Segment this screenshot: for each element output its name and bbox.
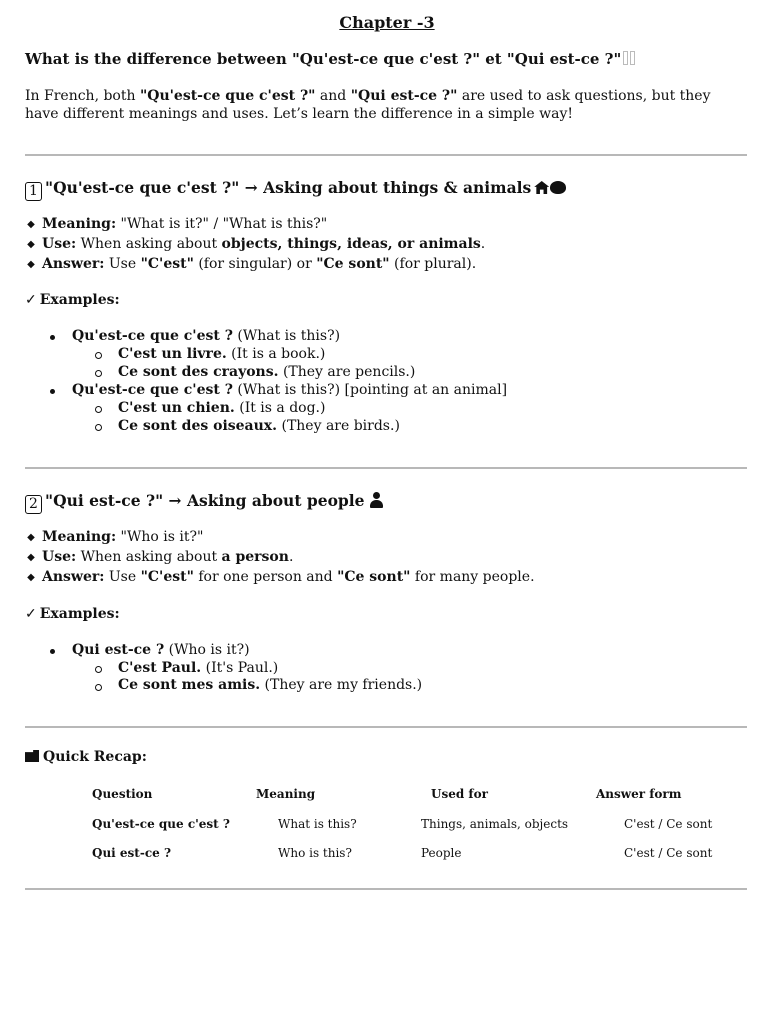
- sub-bullet-icon: [95, 684, 102, 691]
- translation: (It's Paul.): [201, 660, 279, 676]
- recap-cell: C'est / Ce sont: [624, 817, 713, 831]
- translation: (They are birds.): [277, 418, 400, 434]
- answer-text: (for singular) or: [193, 256, 317, 272]
- check-icon: ✓: [25, 292, 37, 308]
- recap-title: [25, 749, 147, 765]
- section-number-badge: 2: [25, 495, 42, 514]
- use-text: When asking about: [76, 549, 222, 565]
- divider: [25, 467, 747, 469]
- missing-glyph-icon: [623, 51, 628, 65]
- use-bold: a person: [221, 549, 289, 565]
- diamond-icon: ◆: [27, 572, 35, 583]
- recap-cell: Qu'est-ce que c'est ?: [92, 817, 230, 831]
- meaning-label: Meaning:: [42, 529, 117, 545]
- translation: (It is a dog.): [234, 400, 326, 416]
- section1-heading: [25, 178, 566, 201]
- section1-examples-label: [25, 292, 120, 308]
- section1-use: [25, 236, 485, 252]
- house-icon: [534, 181, 549, 194]
- translation: (It is a book.): [226, 346, 326, 362]
- example-answer: [118, 346, 325, 362]
- sub-bullet-icon: [95, 352, 102, 359]
- answer-text: for one person and: [193, 569, 338, 585]
- section1-heading-text: "Qu'est-ce que c'est ?" → Asking about things & animals: [45, 178, 532, 197]
- diamond-icon: ◆: [27, 532, 35, 543]
- diamond-icon: ◆: [27, 259, 35, 270]
- recap-header-meaning: Meaning: [256, 787, 316, 801]
- translation: (What is this?) [pointing at an animal]: [232, 382, 508, 398]
- translation: (They are pencils.): [278, 364, 416, 380]
- answer-text: for many people.: [410, 569, 535, 585]
- divider: [25, 888, 747, 890]
- translation: (Who is it?): [164, 642, 250, 658]
- intro-paragraph: [25, 87, 725, 123]
- bullet-icon: [50, 335, 55, 340]
- example-answer: [118, 677, 422, 693]
- section1-answer: [25, 256, 476, 272]
- use-label: Use:: [42, 236, 77, 252]
- intro-bold: "Qu'est-ce que c'est ?": [139, 88, 316, 104]
- recap-cell: Qui est-ce ?: [92, 846, 171, 860]
- meaning-text: "What is it?" / "What is this?": [116, 216, 328, 232]
- answer-text: (for plural).: [389, 256, 477, 272]
- intro-bold: "Qui est-ce ?": [350, 88, 458, 104]
- recap-cell: Who is this?: [278, 846, 352, 860]
- answer-text: C'est un livre.: [118, 346, 227, 362]
- example-answer: [118, 660, 278, 676]
- bullet-icon: [50, 649, 55, 654]
- intro-text: and: [315, 88, 351, 104]
- examples-label: Examples:: [39, 606, 120, 622]
- answer-text: Use: [104, 256, 141, 272]
- check-icon: ✓: [25, 606, 37, 622]
- example-question: [72, 642, 250, 658]
- recap-header-question: Question: [92, 787, 153, 801]
- section2-examples-label: [25, 606, 120, 622]
- diamond-icon: ◆: [27, 239, 35, 250]
- example-question: [72, 328, 340, 344]
- meaning-text: "Who is it?": [116, 529, 204, 545]
- clipboard-icon: [25, 750, 39, 762]
- translation: (What is this?): [232, 328, 341, 344]
- answer-text: Ce sont des oiseaux.: [118, 418, 278, 434]
- diamond-icon: ◆: [27, 552, 35, 563]
- main-question: [25, 50, 635, 68]
- answer-label: Answer:: [42, 569, 105, 585]
- recap-header-used-for: Used for: [431, 787, 488, 801]
- example-question: [72, 382, 507, 398]
- answer-text: Ce sont mes amis.: [118, 677, 261, 693]
- answer-bold: "Ce sont": [316, 256, 390, 272]
- answer-text: C'est un chien.: [118, 400, 235, 416]
- recap-cell: Things, animals, objects: [421, 817, 569, 831]
- answer-text: Ce sont des crayons.: [118, 364, 279, 380]
- use-label: Use:: [42, 549, 77, 565]
- missing-glyph-icon: [630, 51, 635, 65]
- example-answer: [118, 364, 415, 380]
- answer-bold: "Ce sont": [337, 569, 411, 585]
- section1-meaning: [25, 216, 327, 232]
- person-icon: [369, 492, 384, 508]
- recap-cell: C'est / Ce sont: [624, 846, 713, 860]
- question-text: Qui est-ce ?: [72, 642, 165, 658]
- recap-header-answer-form: Answer form: [596, 787, 682, 801]
- divider: [25, 726, 747, 728]
- answer-bold: "C'est": [140, 569, 194, 585]
- section2-use: [25, 549, 293, 565]
- example-answer: [118, 418, 400, 434]
- section2-meaning: [25, 529, 203, 545]
- answer-label: Answer:: [42, 256, 105, 272]
- intro-text: are used to ask questions, but they have different meanings and uses. Let’s learn the difference in a simple way!: [25, 88, 711, 122]
- answer-text: C'est Paul.: [118, 660, 202, 676]
- chapter-title: Chapter -3: [339, 13, 435, 32]
- sub-bullet-icon: [95, 370, 102, 377]
- section2-heading: [25, 491, 384, 514]
- recap-cell: What is this?: [278, 817, 357, 831]
- recap-cell: People: [421, 846, 462, 860]
- section2-answer: [25, 569, 535, 585]
- section-number-badge: 1: [25, 182, 42, 201]
- answer-text: Use: [104, 569, 141, 585]
- meaning-label: Meaning:: [42, 216, 117, 232]
- sub-bullet-icon: [95, 424, 102, 431]
- bullet-icon: [50, 389, 55, 394]
- dog-icon: [550, 181, 566, 194]
- sub-bullet-icon: [95, 666, 102, 673]
- examples-label: Examples:: [39, 292, 120, 308]
- use-end: .: [288, 549, 294, 565]
- translation: (They are my friends.): [260, 677, 423, 693]
- recap-title-text: Quick Recap:: [43, 749, 147, 765]
- sub-bullet-icon: [95, 406, 102, 413]
- question-text: Qu'est-ce que c'est ?: [72, 328, 233, 344]
- divider: [25, 154, 747, 156]
- answer-bold: "C'est": [140, 256, 194, 272]
- use-end: .: [480, 236, 486, 252]
- use-text: When asking about: [76, 236, 222, 252]
- use-bold: objects, things, ideas, or animals: [221, 236, 481, 252]
- intro-text: In French, both: [25, 88, 140, 104]
- question-text: Qu'est-ce que c'est ?: [72, 382, 233, 398]
- diamond-icon: ◆: [27, 219, 35, 230]
- example-answer: [118, 400, 325, 416]
- main-question-text: What is the difference between "Qu'est-ce que c'est ?" et "Qui est-ce ?": [25, 50, 622, 68]
- section2-heading-text: "Qui est-ce ?" → Asking about people: [45, 491, 365, 510]
